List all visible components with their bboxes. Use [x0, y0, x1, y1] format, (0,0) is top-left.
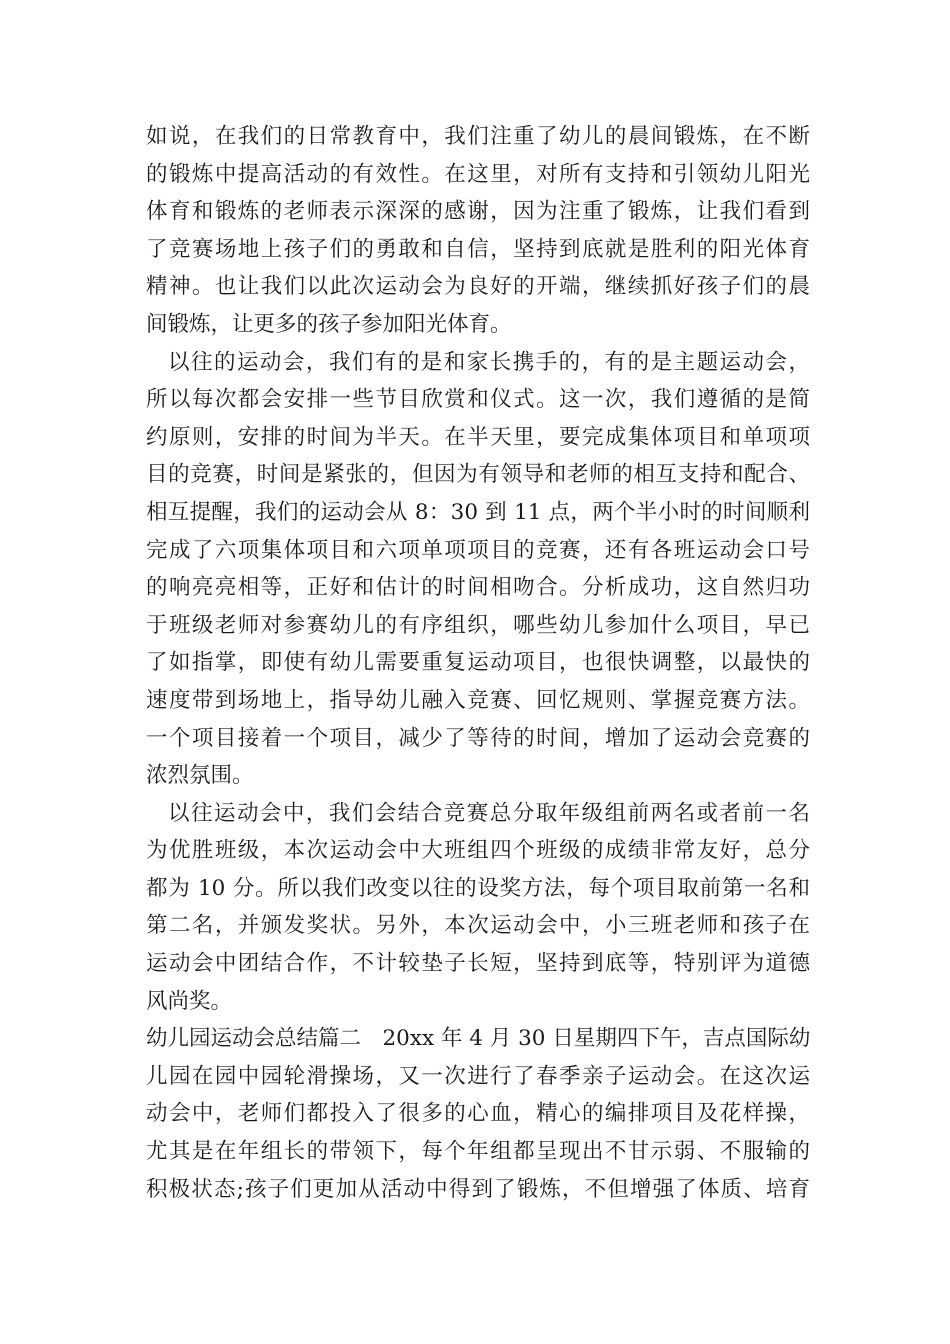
text-line: 约原则，安排的时间为半天。在半天里，要完成集体项目和单项项 [146, 424, 810, 450]
text-line: 的锻炼中提高活动的有效性。在这里，对所有支持和引领幼儿阳光 [146, 161, 810, 187]
text-line: 动会中，老师们都投入了很多的心血，精心的编排项目及花样操， [146, 1101, 810, 1127]
text-line: 浓烈氛围。 [146, 763, 254, 789]
text-line: 目的竞赛，时间是紧张的，但因为有领导和老师的相互支持和配合、 [146, 462, 810, 488]
text-line: 了竞赛场地上孩子们的勇敢和自信，坚持到底就是胜利的阳光体育 [146, 236, 810, 262]
paragraph-4 [146, 1020, 810, 1208]
text-line: 的响亮亮相等，正好和估计的时间相吻合。分析成功，这自然归功 [146, 575, 810, 601]
text-line: 以往运动会中，我们会结合竞赛总分取年级组前两名或者前一名 [168, 800, 810, 826]
text-line: 运动会中团结合作，不计较垫子长短，坚持到底等，特别评为道德 [146, 951, 810, 977]
text-line: 以往的运动会，我们有的是和家长携手的，有的是主题运动会， [168, 349, 810, 375]
text-line: 尤其是在年组长的带领下，每个年组都呈现出不甘示弱、不服输的 [146, 1139, 810, 1165]
text-line: 相互提醒，我们的运动会从 8：30 到 11 点，两个半小时的时间顺利 [146, 499, 810, 525]
text-line: 如说，在我们的日常教育中，我们注重了幼儿的晨间锻炼，在不断 [146, 124, 810, 149]
text-line: 速度带到场地上，指导幼儿融入竞赛、回忆规则、掌握竞赛方法。 [146, 687, 810, 713]
text-line: 第二名，并颁发奖状。另外，本次运动会中，小三班老师和孩子在 [146, 913, 810, 939]
text-line: 风尚奖。 [146, 988, 233, 1014]
text-line: 了如指掌，即使有幼儿需要重复运动项目，也很快调整，以最快的 [146, 650, 810, 676]
text-line: 幼儿园运动会总结篇二 20xx 年 4 月 30 日星期四下午，吉点国际幼 [146, 1026, 811, 1052]
text-line: 间锻炼，让更多的孩子参加阳光体育。 [146, 311, 512, 337]
text-line: 儿园在园中园轮滑操场，又一次进行了春季亲子运动会。在这次运 [146, 1063, 810, 1089]
text-line: 于班级老师对参赛幼儿的有序组织，哪些幼儿参加什么项目，早已 [146, 612, 810, 638]
paragraph-1 [146, 118, 810, 344]
paragraph-3 [146, 795, 810, 1021]
text-line: 所以每次都会安排一些节目欣赏和仪式。这一次，我们遵循的是简 [146, 387, 810, 413]
paragraph-2 [146, 344, 810, 795]
text-line: 都为 10 分。所以我们改变以往的设奖方法，每个项目取前第一名和 [146, 875, 810, 901]
text-line: 一个项目接着一个项目，减少了等待的时间，增加了运动会竞赛的 [146, 725, 810, 751]
text-line: 为优胜班级，本次运动会中大班组四个班级的成绩非常友好，总分 [146, 838, 810, 864]
document-body [146, 118, 810, 1208]
text-line: 体育和锻炼的老师表示深深的感谢，因为注重了锻炼，让我们看到 [146, 199, 810, 225]
text-line: 精神。也让我们以此次运动会为良好的开端，继续抓好孩子们的晨 [146, 274, 810, 300]
text-line: 完成了六项集体项目和六项单项项目的竞赛，还有各班运动会口号 [146, 537, 810, 563]
text-line: 积极状态;孩子们更加从活动中得到了锻炼，不但增强了体质、培育 [146, 1176, 810, 1202]
